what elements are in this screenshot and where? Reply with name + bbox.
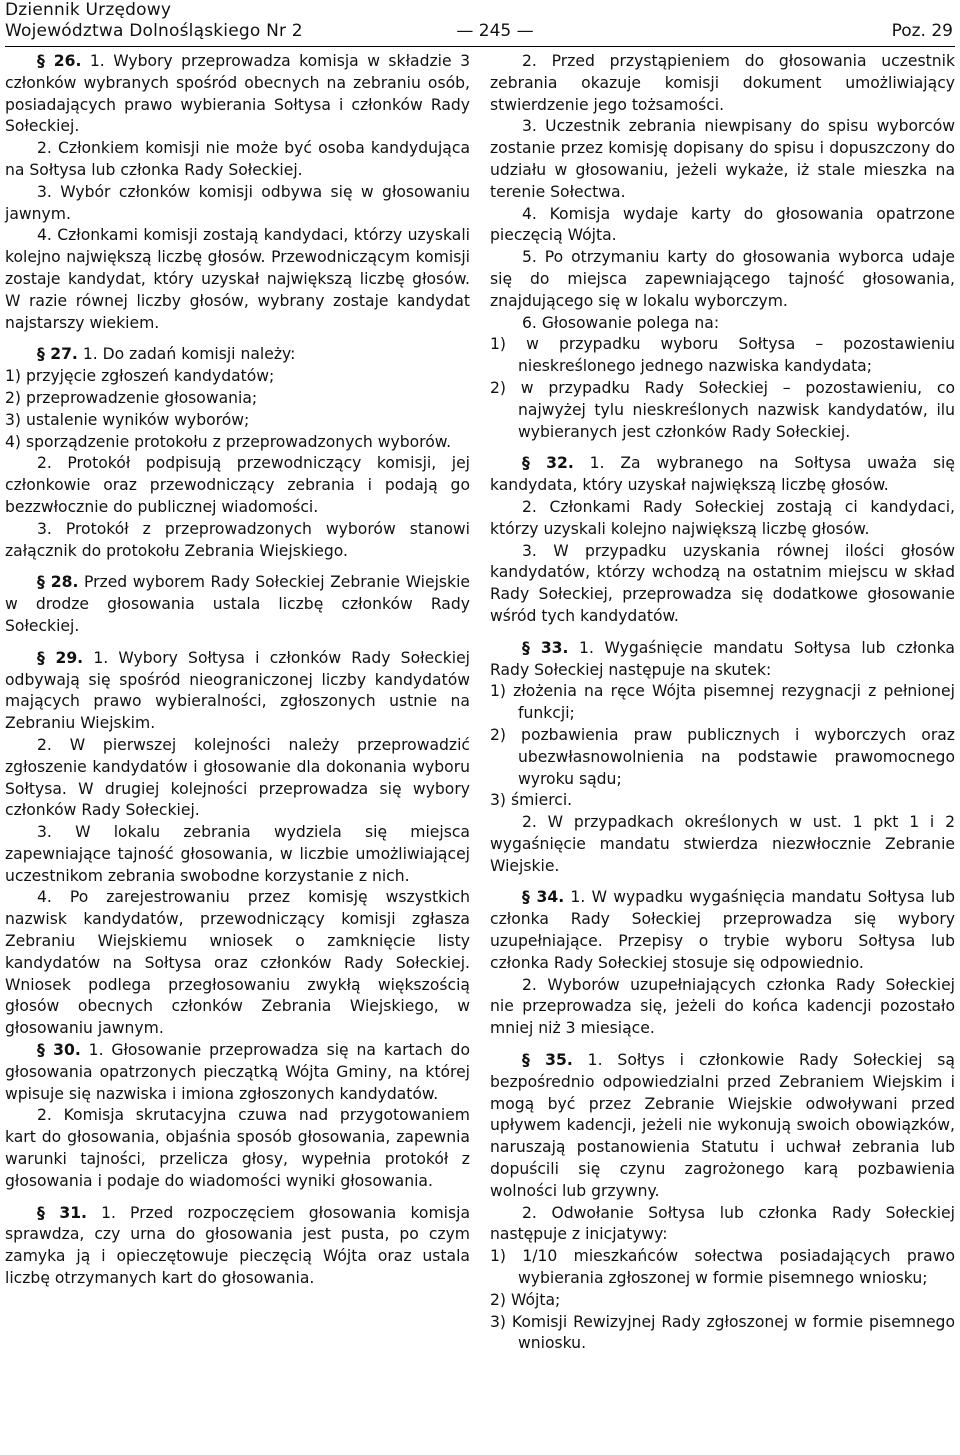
paragraph-text: 3. Uczestnik zebrania niewpisany do spisu wyborców zostanie przez komisję dopisany do spisu i dopuszczony do udziału w głosowaniu, jeżeli wykaże, iż stale mieszka na terenie Sołectwa.	[490, 117, 955, 201]
paragraph-text: 3. W przypadku uzyskania równej ilości głosów kandydatów, którzy wchodzą na ostatnim miejscu w skład Rady Sołeckiej, przeprowadza się dodatkowe głosowanie wśród tych kandydatów.	[490, 541, 955, 625]
list-item: 2) w przypadku Rady Sołeckiej – pozostawieniu, co najwyżej tylu nieskreślonych nazwisk kandydatów, ilu wybieranych jest członków Rady Sołeckiej.	[490, 378, 955, 441]
list-item: 1) przyjęcie zgłoszeń kandydatów;	[5, 367, 275, 386]
paragraph-text: 1. Wybory Sołtysa i członków Rady Sołeckiej odbywają się spośród nieograniczonej liczby kandydatów mających prawo wybieralności, zgłoszonych ustnie na Zebraniu Wiejskim.	[5, 648, 470, 733]
paragraph-text: 2. Protokół podpisują przewodniczący komisji, jej członkowie oraz przewodniczący zebrania i podają go bezzwłocznie do publicznej wiadomości.	[5, 454, 470, 516]
paragraph	[5, 519, 470, 563]
section-paragraph	[490, 887, 955, 974]
list-item: 3) Komisji Rewizyjnej Rady zgłoszonej w formie pisemnego wniosku.	[490, 1312, 955, 1353]
paragraph-text: 1. Za wybranego na Sołtysa uważa się kandydata, który uzyskał największą liczbę głosów.	[490, 454, 955, 495]
section-paragraph	[490, 453, 955, 497]
paragraph-text: 2. Przed przystąpieniem do głosowania uczestnik zebrania okazuje komisji dokument umożliwiający stwierdzenie jego tożsamości.	[490, 52, 955, 114]
section-number: § 28.	[37, 573, 79, 592]
journal-volume: Województwa Dolnośląskiego Nr 2	[5, 21, 303, 41]
section-number: § 35.	[522, 1051, 573, 1070]
paragraph	[5, 1105, 470, 1192]
page-header	[5, 0, 955, 47]
section-number: § 26.	[37, 52, 82, 70]
paragraph	[5, 735, 470, 822]
list-item: 3) ustalenie wyników wyborów;	[5, 410, 250, 429]
paragraph-text: 5. Po otrzymaniu karty do głosowania wyborca udaje się do miejsca zapewniającego tajność głosowania, znajdującego się w lokalu wyborczym.	[490, 248, 955, 310]
paragraph-text: 2. W przypadkach określonych w ust. 1 pkt 1 i 2 wygaśnięcie mandatu stwierdza niezwłocznie Zebranie Wiejskie.	[490, 813, 955, 875]
section-paragraph	[5, 51, 470, 138]
paragraph-text: 1. Wygaśnięcie mandatu Sołtysa lub członka Rady Sołeckiej następuje na skutek:	[490, 638, 955, 679]
list-item: 2) Wójta;	[490, 1290, 561, 1309]
paragraph-text: 1. Wybory przeprowadza komisja w składzie 3 członków wybranych spośród obecnych na zebraniu osób, posiadających prawo wybierania Sołtysa i członków Rady Sołeckiej.	[5, 52, 470, 136]
section-paragraph	[5, 572, 470, 637]
section-paragraph	[490, 1050, 955, 1203]
paragraph	[490, 541, 955, 628]
paragraph-text: 1. Sołtys i członkowie Rady Sołeckiej są bezpośrednio odpowiedzialni przed Zebraniem Wiejskim i mogą być przez Zebranie Wiejskie odwoływani przed upływem kadencji, jeżeli nie wykonują swoich obowiązków, naruszają postanowienia Statutu i uchwał zebrania lub dopuścili się czynu zagrożonego karą pozbawienia wolności lub grzywny.	[490, 1051, 955, 1200]
list-item: 2) pozbawienia praw publicznych i wyborczych oraz ubezwłasnowolnienia na podstawie prawomocnego wyroku sądu;	[490, 725, 955, 788]
paragraph-text: 2. Członkiem komisji nie może być osoba kandydująca na Sołtysa lub członka Rady Sołeckiej.	[5, 139, 470, 179]
paragraph	[490, 812, 955, 877]
section-number: § 33.	[522, 638, 569, 657]
paragraph	[5, 182, 470, 226]
paragraph-text: 4. Członkami komisji zostają kandydaci, którzy uzyskali kolejno największą liczbę głosów. Przewodniczącym komisji zostaje kandydat, który uzyskał największą liczbę głosów. W razie równej liczby głosów, wybrany zostaje kandydat najstarszy wiekiem.	[5, 226, 470, 332]
paragraph-text: 2. Członkami Rady Sołeckiej zostają ci kandydaci, którzy uzyskali kolejno największą liczbę głosów.	[490, 497, 955, 538]
section-number: § 31.	[37, 1203, 87, 1222]
section-paragraph	[490, 638, 955, 682]
list-item: 3) śmierci.	[490, 791, 573, 810]
paragraph	[5, 822, 470, 887]
paragraph-text: 1. Przed rozpoczęciem głosowania komisja sprawdza, czy urna do głosowania jest pusta, po czym zamyka ją i opieczętowuje pieczęcią Wójta oraz ustala liczbę otrzymanych kart do głosowania.	[5, 1203, 470, 1288]
paragraph-text: 1. W wypadku wygaśnięcia mandatu Sołtysa lub członka Rady Sołeckiej przeprowadza się wybory uzupełniające. Przepisy o trybie wyboru Sołtysa lub członka Rady Sołeckiej stosuje się odpowiednio.	[490, 888, 955, 972]
section-paragraph	[5, 344, 470, 366]
paragraph-text: 3. Wybór członków komisji odbywa się w głosowaniu jawnym.	[5, 182, 470, 223]
section-number: § 29.	[37, 648, 84, 667]
paragraph	[490, 247, 955, 312]
paragraph	[490, 1203, 955, 1247]
right-column	[490, 51, 955, 1355]
paragraph-text: 6. Głosowanie polega na:	[522, 313, 720, 332]
paragraph-text: 4. Po zarejestrowaniu przez komisję wszystkich nazwisk kandydatów, przewodniczący komisji zgłasza Zebraniu Wiejskiemu wniosek o zamknięcie listy kandydatów na Sołtysa oraz członków Rady Sołeckiej. Wniosek podlega przegłosowaniu zwykłą większością głosów obecnych członków Zebrania Wiejskiego, w głosowaniu jawnym.	[5, 888, 470, 1038]
paragraph	[490, 51, 955, 116]
paragraph-text: 2. Komisja skrutacyjna czuwa nad przygotowaniem kart do głosowania, objaśnia sposób głosowania, zapewnia warunki tajności, przelicza głosy, wypełnia protokół z głosowania i podaje do wiadomości wyniki głosowania.	[5, 1106, 470, 1190]
paragraph-text: Przed wyborem Rady Sołeckiej Zebranie Wiejskie w drodze głosowania ustala liczbę członków Rady Sołeckiej.	[5, 573, 470, 635]
list-item: 4) sporządzenie protokołu z przeprowadzonych wyborów.	[5, 432, 452, 451]
journal-title	[5, 0, 303, 42]
paragraph	[5, 453, 470, 518]
paragraph	[490, 116, 955, 203]
section-paragraph	[5, 1203, 470, 1290]
page-number: — 245 —	[456, 21, 534, 41]
section-paragraph	[5, 1040, 470, 1105]
paragraph-text: 1. Do zadań komisji należy:	[77, 345, 296, 364]
paragraph	[5, 225, 470, 334]
paragraph-text: 1. Głosowanie przeprowadza się na kartach do głosowania opatrzonych pieczątką Wójta Gminy, na której wpisuje się nazwiska i imiona zgłoszonych kandydatów.	[5, 1041, 470, 1103]
list-item: 1) w przypadku wyboru Sołtysa – pozostawieniu nieskreślonego jednego nazwiska kandydata;	[490, 335, 955, 376]
paragraph	[5, 887, 470, 1040]
paragraph-text: 4. Komisja wydaje karty do głosowania opatrzone pieczęcią Wójta.	[490, 204, 955, 245]
position-number: Poz. 29	[891, 21, 953, 41]
paragraph	[490, 497, 955, 541]
list-item: 2) przeprowadzenie głosowania;	[5, 388, 258, 407]
paragraph-text: 2. Wyborów uzupełniających członka Rady Sołeckiej nie przeprowadza się, jeżeli do końca kadencji pozostało mniej niż 3 miesiące.	[490, 975, 955, 1038]
section-number: § 32.	[522, 454, 574, 473]
section-number: § 27.	[37, 345, 78, 364]
list-item: 1) 1/10 mieszkańców sołectwa posiadających prawo wybierania zgłoszonej w formie pisemnego wniosku;	[490, 1247, 955, 1288]
paragraph-text: 3. Protokół z przeprowadzonych wyborów stanowi załącznik do protokołu Zebrania Wiejskiego.	[5, 519, 470, 560]
paragraph-text: 3. W lokalu zebrania wydziela się miejsca zapewniające tajność głosowania, w liczbie umożliwiającej uczestnikom zebrania swobodne korzystanie z nich.	[5, 823, 470, 885]
paragraph	[5, 138, 470, 182]
left-column	[5, 51, 470, 1290]
paragraph	[490, 204, 955, 248]
list-item: 1) złożenia na ręce Wójta pisemnej rezygnacji z pełnionej funkcji;	[490, 682, 955, 723]
paragraph	[490, 313, 955, 335]
section-number: § 34.	[522, 888, 565, 907]
paragraph-text: 2. Odwołanie Sołtysa lub członka Rady Sołeckiej następuje z inicjatywy:	[490, 1203, 955, 1244]
section-number: § 30.	[37, 1041, 81, 1060]
paragraph-text: 2. W pierwszej kolejności należy przeprowadzić zgłoszenie kandydatów i głosowanie dla dokonania wyboru Sołtysa. W drugiej kolejności przeprowadza się wybory członków Rady Sołeckiej.	[5, 735, 470, 820]
journal-name: Dziennik Urzędowy	[5, 0, 172, 20]
paragraph	[490, 975, 955, 1040]
section-paragraph	[5, 648, 470, 735]
